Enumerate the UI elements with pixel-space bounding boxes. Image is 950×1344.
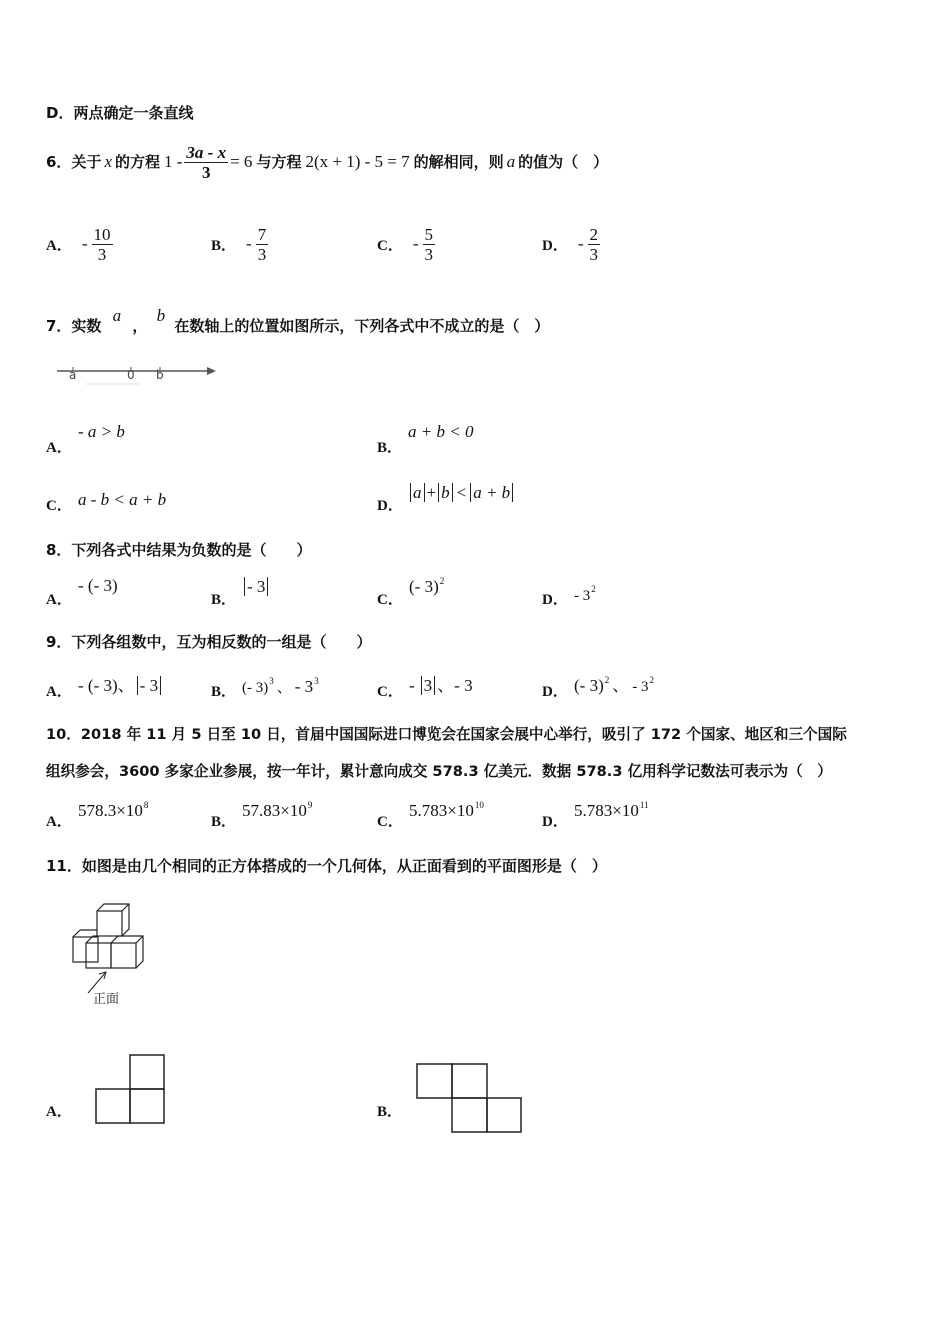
q7-option-a-label: A． bbox=[46, 440, 72, 456]
q10-option-a-label: A． bbox=[46, 814, 72, 830]
separator: 、 bbox=[276, 680, 292, 696]
q10-option-b-label: B． bbox=[211, 814, 237, 830]
q6-eq1-left: 1 - bbox=[164, 152, 183, 171]
numerator: 2 bbox=[589, 224, 599, 244]
abs-value: - 3 bbox=[244, 577, 268, 596]
exponent: 9 bbox=[307, 800, 313, 810]
q11-option-b-label: B． bbox=[377, 1104, 403, 1120]
denominator: 3 bbox=[589, 244, 599, 264]
denominator: 3 bbox=[257, 244, 267, 264]
q7-suffix: 在数轴上的位置如图所示，下列各式中不成立的是（ ） bbox=[174, 317, 550, 335]
plus: + bbox=[426, 483, 437, 502]
q8-option-a-label: A． bbox=[46, 592, 72, 608]
abs-a: a bbox=[410, 483, 425, 502]
abs-part1: 3 bbox=[421, 676, 436, 695]
q8-option-a-expr: - (- 3) bbox=[78, 576, 118, 595]
q7-option-d-label: D． bbox=[377, 498, 403, 514]
exponent: 2 bbox=[439, 576, 445, 586]
exponent: 10 bbox=[474, 800, 484, 810]
option-sign: - bbox=[246, 234, 252, 253]
part2: - 3 bbox=[632, 679, 649, 695]
q11-front-label: 正面 bbox=[93, 992, 120, 1007]
exponent1: 2 bbox=[604, 675, 610, 685]
q7-prefix: 7．实数 bbox=[46, 317, 102, 335]
q11-option-a-label: A． bbox=[46, 1104, 72, 1120]
axis-label-b: b bbox=[156, 368, 164, 382]
mantissa: 5.783×10 bbox=[409, 801, 474, 820]
q11-stem: 11．如图是由几个相同的正方体搭成的一个几何体，从正面看到的平面图形是（ ） bbox=[46, 857, 607, 875]
denominator: 3 bbox=[424, 244, 434, 264]
option-sign: - bbox=[577, 234, 584, 253]
square bbox=[487, 1098, 521, 1132]
axis-label-a: a bbox=[69, 368, 77, 382]
q10-option-d-label: D． bbox=[542, 814, 568, 830]
part1: (- 3) bbox=[242, 680, 269, 696]
q10-stem-line2: 组织参会，3600 多家企业参展，按一年计，累计意向成交 578.3 亿美元．数据 578.3 亿用科学记数法可表示为（ ） bbox=[46, 763, 832, 780]
option-sign: - bbox=[412, 234, 419, 253]
exponent1: 3 bbox=[269, 676, 274, 686]
numerator: 7 bbox=[257, 224, 267, 244]
q6-text1: 的方程 bbox=[114, 153, 160, 171]
q6-text4: 的值为（ ） bbox=[518, 153, 609, 171]
q7-option-c-expr: a - b < a + b bbox=[78, 490, 167, 509]
separator: 、 bbox=[437, 676, 455, 695]
axis-label-zero: 0 bbox=[127, 368, 135, 382]
q7-var-b: b bbox=[156, 306, 166, 325]
q6-var-x: x bbox=[104, 152, 112, 171]
q9-option-d-label: D． bbox=[542, 684, 568, 700]
numerator: 10 bbox=[93, 224, 111, 244]
q6-eq1-right: = 6 bbox=[230, 152, 253, 171]
option-label: A． bbox=[46, 237, 72, 254]
q6-eq1-numerator: 3a - x bbox=[186, 142, 227, 162]
part2: - 3 bbox=[294, 677, 314, 696]
option-label: B． bbox=[211, 237, 237, 254]
part2: - 3 bbox=[454, 676, 473, 695]
exponent: 2 bbox=[591, 584, 596, 594]
q7-var-a: a bbox=[112, 306, 122, 325]
option-label: C． bbox=[377, 237, 403, 254]
q8-stem: 8．下列各式中结果为负数的是（ ） bbox=[46, 541, 312, 559]
separator: 、 bbox=[612, 676, 630, 695]
q9-option-c-label: C． bbox=[377, 684, 403, 700]
q8-option-c-label: C． bbox=[377, 592, 403, 608]
q7-comma: ， bbox=[132, 317, 148, 335]
mantissa: 5.783×10 bbox=[574, 801, 639, 820]
abs-b: b bbox=[438, 483, 453, 502]
part1: - (- 3) bbox=[78, 676, 118, 695]
q6-prefix: 6．关于 bbox=[46, 153, 102, 171]
q10-stem-line1: 10．2018 年 11 月 5 日至 10 日，首届中国国际进口博览会在国家会展中心举行，吸引了 172 个国家、地区和三个国际 bbox=[46, 726, 847, 743]
q7-option-a-expr: - a > b bbox=[78, 422, 125, 441]
q6-text3: 的解相同，则 bbox=[413, 153, 504, 171]
square bbox=[452, 1098, 487, 1132]
abs-part2: - 3 bbox=[137, 676, 161, 695]
q7-option-b-label: B． bbox=[377, 440, 403, 456]
abs-a-plus-b: a + b bbox=[470, 483, 513, 502]
part1-sign: - bbox=[409, 676, 415, 695]
less-than: < bbox=[456, 483, 467, 502]
q9-option-a-label: A． bbox=[46, 684, 72, 700]
q9-option-b-label: B． bbox=[211, 684, 237, 700]
square bbox=[452, 1064, 487, 1098]
exponent2: 3 bbox=[314, 676, 319, 686]
exponent: 8 bbox=[143, 800, 149, 810]
mantissa: 57.83×10 bbox=[242, 801, 307, 820]
base: (- 3) bbox=[409, 577, 439, 596]
q10-option-c-label: C． bbox=[377, 814, 403, 830]
denominator: 3 bbox=[97, 244, 107, 264]
q7-option-b-expr: a + b < 0 bbox=[408, 422, 474, 441]
option-label: D． bbox=[542, 237, 568, 254]
option-sign: - bbox=[81, 234, 88, 253]
mantissa: 578.3×10 bbox=[78, 801, 143, 820]
q8-option-b-label: B． bbox=[211, 592, 237, 608]
q5-option-d: D．两点确定一条直线 bbox=[46, 104, 194, 122]
square bbox=[417, 1064, 452, 1098]
q8-option-d-label: D． bbox=[542, 592, 568, 608]
q6-var-a: a bbox=[506, 152, 516, 171]
base: - 3 bbox=[574, 588, 591, 604]
q6-eq2: 2(x + 1) - 5 = 7 bbox=[305, 152, 410, 171]
q9-stem: 9．下列各组数中，互为相反数的一组是（ ） bbox=[46, 633, 372, 651]
separator: 、 bbox=[117, 676, 135, 695]
q6-eq1-denominator: 3 bbox=[202, 162, 211, 182]
exponent: 11 bbox=[639, 800, 649, 810]
part1: (- 3) bbox=[574, 676, 604, 695]
q7-option-c-label: C． bbox=[46, 498, 72, 514]
q6-text2: 与方程 bbox=[256, 153, 302, 171]
exponent2: 2 bbox=[649, 675, 654, 685]
numerator: 5 bbox=[424, 224, 434, 244]
